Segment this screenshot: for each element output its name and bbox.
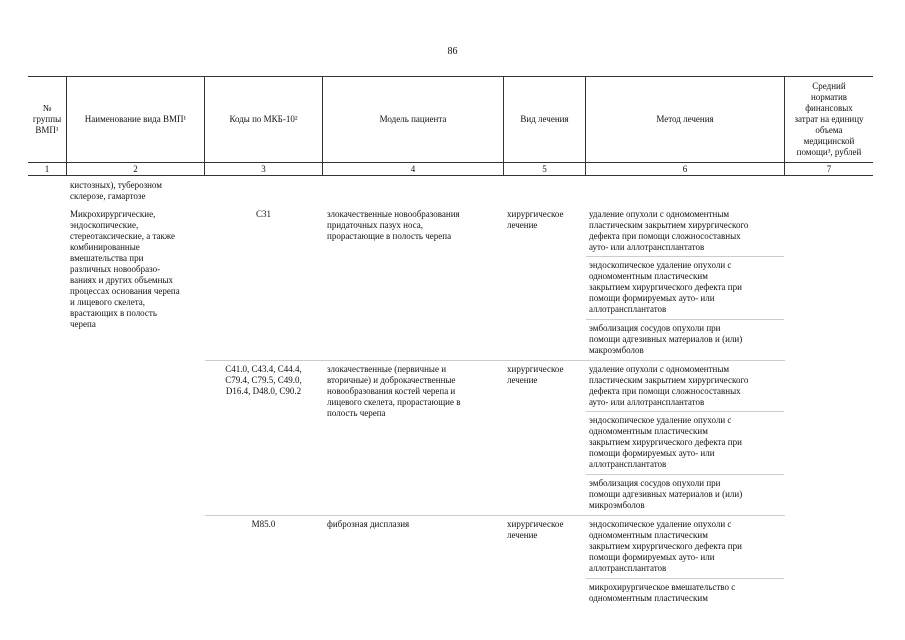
column-number: 5 <box>542 164 547 174</box>
header-treatment-type: Вид лечения <box>520 114 569 124</box>
patient-model-cell: злокачественные новообразования придаточных пазух носа, прорастающие в полость черепа <box>327 209 460 241</box>
treatment-method-cell: эмболизация сосудов опухоли при помощи адгезивных материалов и (или) макроэмболов <box>589 323 743 355</box>
column-number: 4 <box>410 164 416 174</box>
treatment-method-cell: эндоскопическое удаление опухоли с одномоментным пластическим закрытием хирургического дефекта при помощи формируемых ауто- или аллотрансплантатов <box>589 415 742 469</box>
column-number: 3 <box>261 164 266 174</box>
page-number: 86 <box>447 46 458 57</box>
header-group-number: № группы ВМП¹ <box>32 103 62 135</box>
method-divider <box>586 474 784 475</box>
row-divider <box>205 360 785 361</box>
header-icd-codes: Коды по МКБ-10² <box>229 114 298 124</box>
method-divider <box>586 411 784 412</box>
treatment-type-cell: хирургическое лечение <box>507 519 564 540</box>
header-bottom-rule <box>28 162 873 163</box>
patient-model-cell: фиброзная дисплазия <box>327 519 410 529</box>
column-number-rule <box>28 175 873 176</box>
patient-model-cell: злокачественные (первичные и вторичные) и доброкачественные новообразования костей черепа и лицевого скелета, прорастающие в полость черепа <box>327 364 461 418</box>
icd-code-cell: C31 <box>255 209 271 219</box>
column-number: 6 <box>682 164 688 174</box>
treatment-method-cell: эндоскопическое удаление опухоли с одномоментным пластическим закрытием хирургического дефекта при помощи формируемых ауто- или аллотрансплантатов <box>589 260 742 314</box>
treatment-type-cell: хирургическое лечение <box>507 209 564 230</box>
method-divider <box>586 578 784 579</box>
treatment-method-cell: удаление опухоли с одномоментным пластическим закрытием хирургического дефекта при помощи сложносоставных ауто- или аллотрансплантатов <box>589 364 749 407</box>
column-number: 7 <box>826 164 832 174</box>
continuation-text: кистозных), туберозном склерозе, гамартозе <box>70 180 162 201</box>
method-divider <box>586 256 784 257</box>
header-patient-model: Модель пациента <box>379 114 447 124</box>
treatment-method-cell: эндоскопическое удаление опухоли с одномоментным пластическим закрытием хирургического дефекта при помощи формируемых ауто- или аллотрансплантатов <box>589 519 742 573</box>
header-vmp-name: Наименование вида ВМП¹ <box>84 114 187 124</box>
treatment-method-cell: удаление опухоли с одномоментным пластическим закрытием хирургического дефекта при помощи сложносоставных ауто- или аллотрансплантатов <box>589 209 749 252</box>
method-divider <box>586 319 784 320</box>
header-treatment-method: Метод лечения <box>656 114 714 124</box>
column-number: 2 <box>133 164 138 174</box>
row-divider <box>205 515 785 516</box>
column-number: 1 <box>44 164 50 174</box>
treatment-type-cell: хирургическое лечение <box>507 364 564 385</box>
icd-code-cell: C41.0, C43.4, C44.4, C79.4, C79.5, C49.0, D16.4, D48.0, C90.2 <box>225 364 302 396</box>
icd-code-cell: M85.0 <box>251 519 276 529</box>
treatment-method-cell: эмболизация сосудов опухоли при помощи адгезивных материалов и (или) микроэмболов <box>589 478 743 510</box>
treatment-method-cell: микрохирургическое вмешательство с одномоментным пластическим <box>589 582 736 603</box>
vmp-name-cell: Микрохирургические, эндоскопические, стереотаксические, а также комбинированные вмешательства при различных новообразо- ваниях и других объемных процессах основания черепа и лицевого скелета, врастающих в полость черепа <box>70 209 180 329</box>
header-cost-standard: Средний норматив финансовых затрат на единицу объема медицинской помощи³, рублей <box>794 81 864 157</box>
